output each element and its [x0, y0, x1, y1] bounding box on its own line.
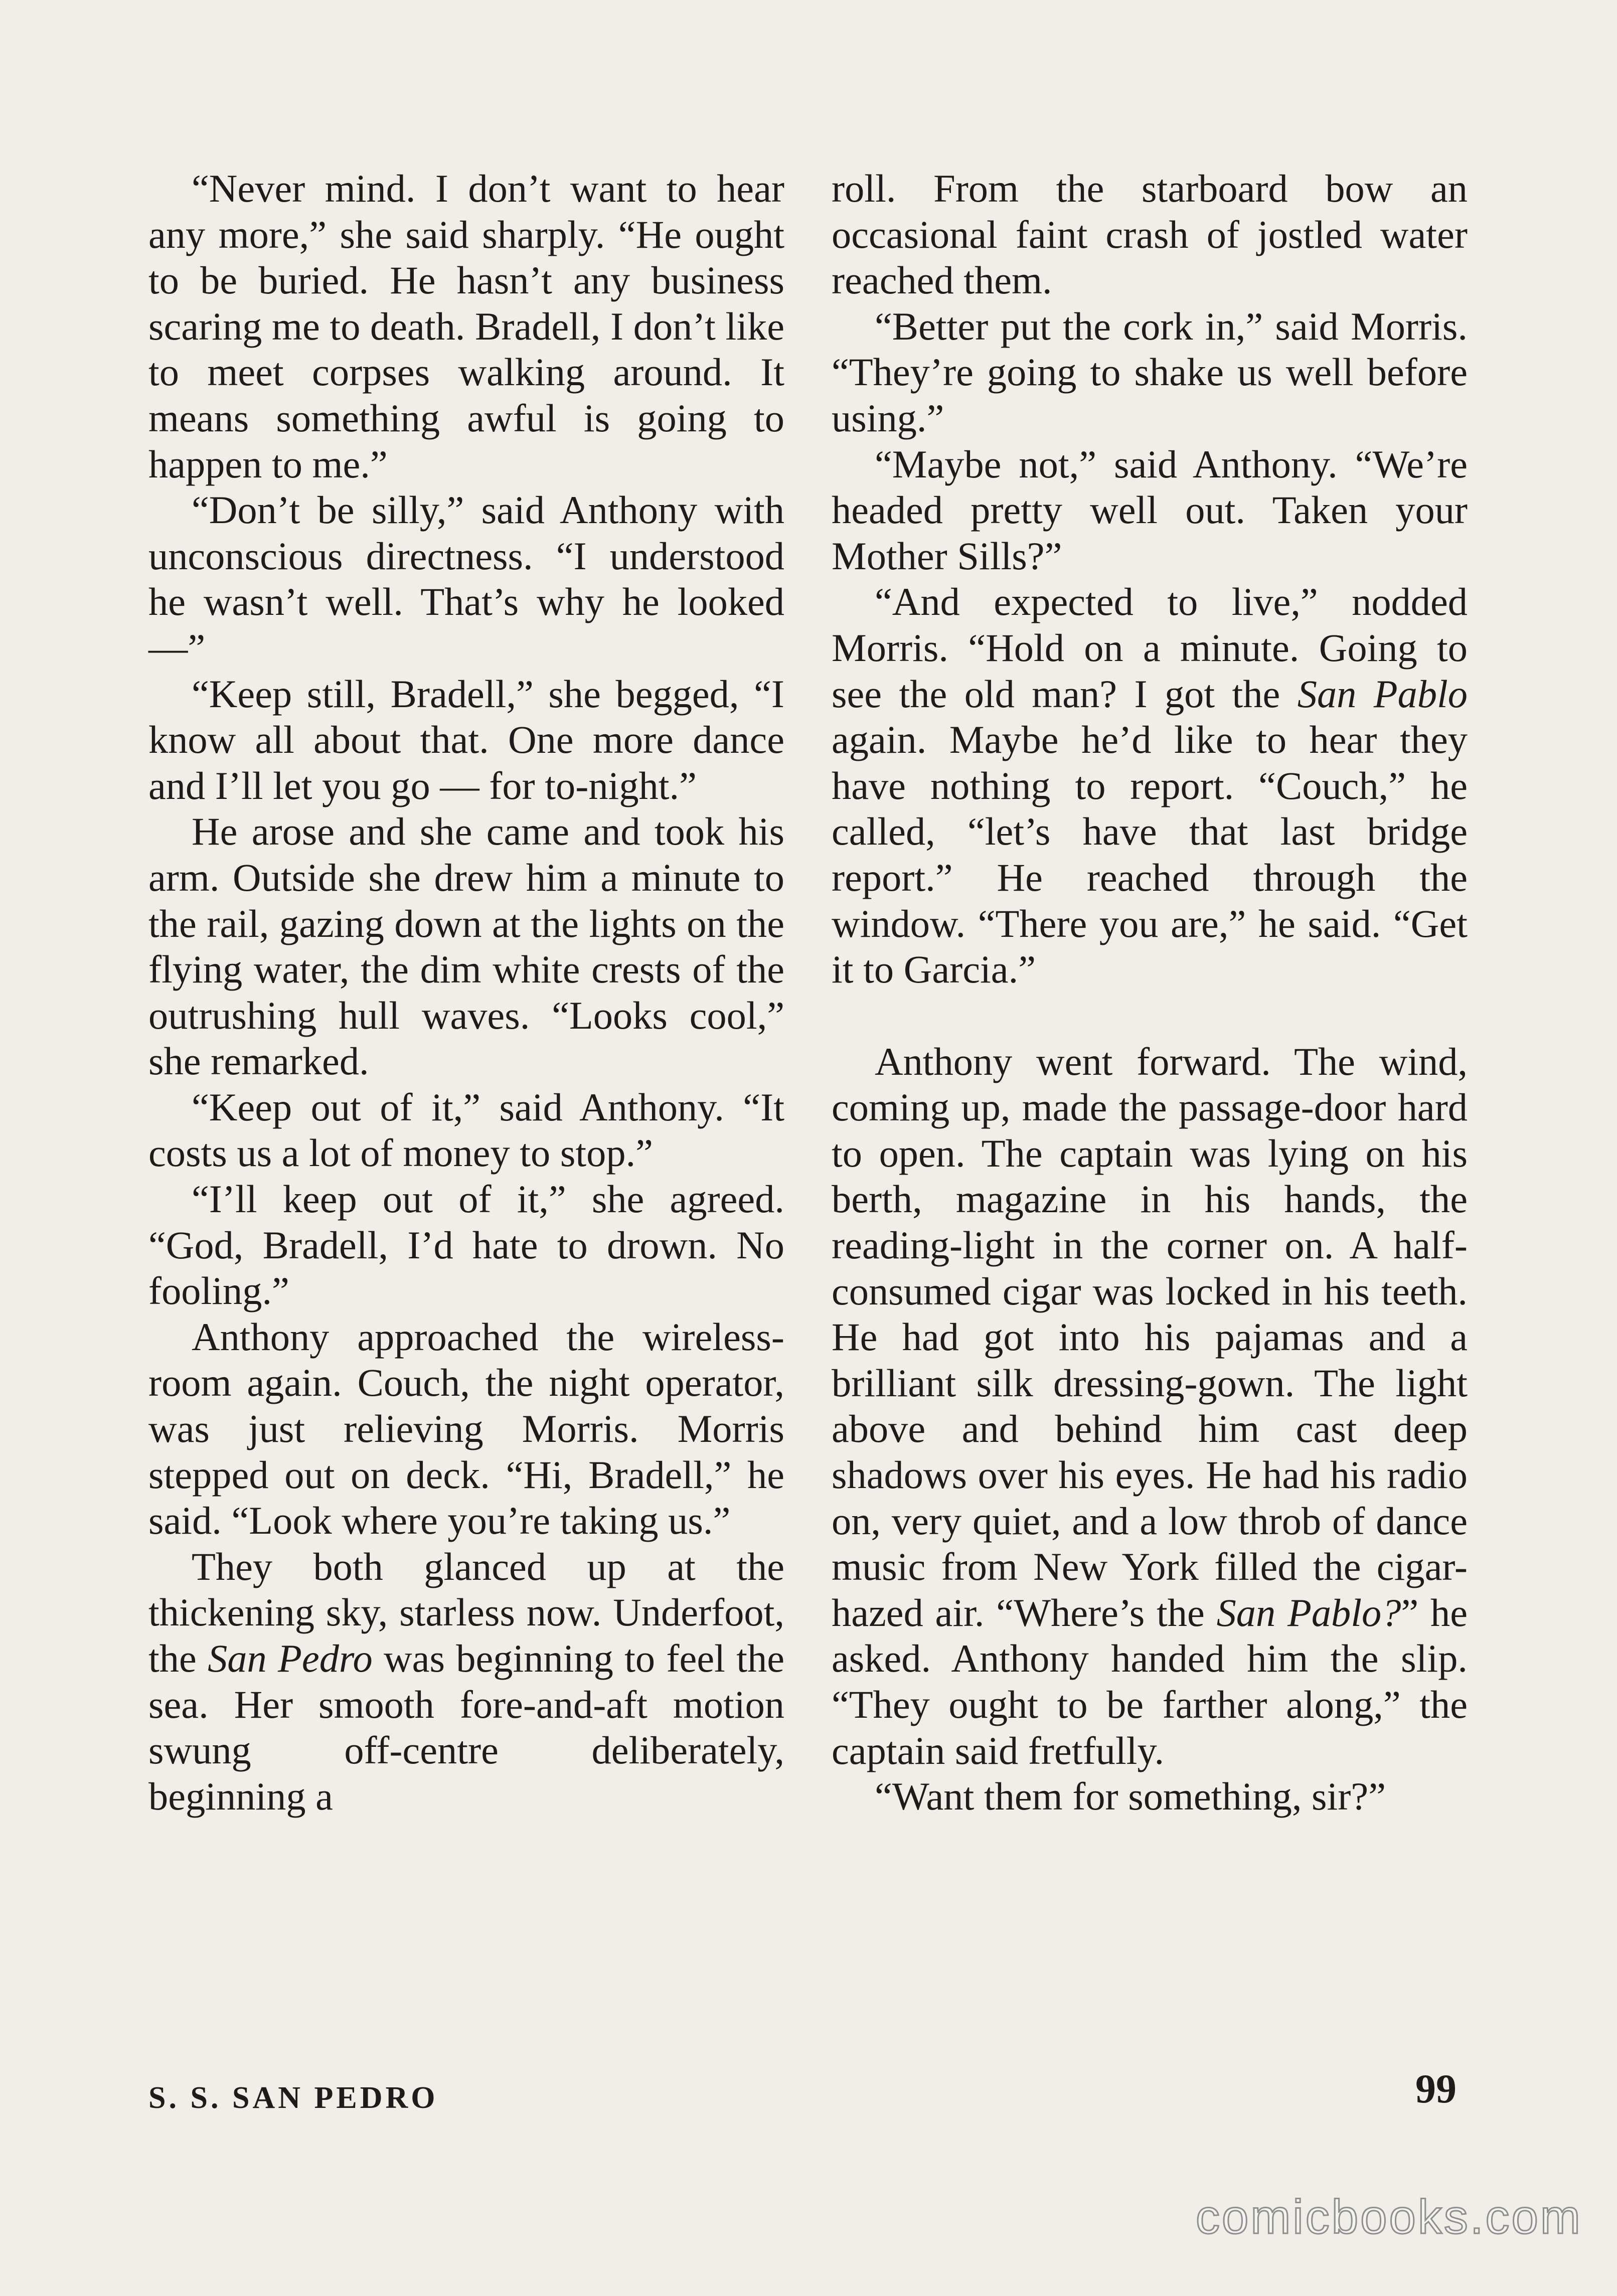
text-span: They both glanced up at the thickening sky, starless now. Underfoot, the: [148, 1544, 784, 1680]
ship-name: San Pablo: [1297, 672, 1468, 716]
paragraph: [832, 1039, 1468, 1774]
paragraph: “Keep out of it,” said Anthony. “It costs us a lot of money to stop.”: [148, 1085, 784, 1175]
text-span: ” he asked. Anthony handed him the slip. “They ought to be farther along,” the captain said fretfully.: [832, 1590, 1468, 1772]
paragraph: “Don’t be silly,” said Anthony with unconscious directness. “I understood he wasn’t well. That’s why he looked —”: [148, 488, 784, 670]
text-span: Anthony went forward. The wind, coming up, made the passage-door hard to open. The captain was lying on his berth, magazine in his hands, the reading-light in the corner on. A half-consumed cigar was locked in his teeth. He had got into his pajamas and a brilliant silk dressing-gown. The light above and behind him cast deep shadows over his eyes. He had his radio on, very quiet, and a low throb of dance music from New York filled the cigar-hazed air. “Where’s the: [832, 1039, 1468, 1634]
running-footer-title: S. S. SAN PEDRO: [148, 2081, 438, 2115]
paragraph-continued: roll. From the starboard bow an occasional faint crash of jostled water reached them.: [832, 167, 1468, 302]
page-number: 99: [1415, 2066, 1457, 2111]
paragraph: [148, 1544, 784, 1820]
paragraph: [832, 579, 1468, 992]
paragraph: He arose and she came and took his arm. Outside she drew him a minute to the rail, gazing down at the lights on the flying water, the dim white crests of the outrushing hull waves. “Looks cool,” she remarked.: [148, 809, 784, 1083]
paragraph: “Maybe not,” said Anthony. “We’re headed pretty well out. Taken your Mother Sills?”: [832, 442, 1468, 578]
paragraph: “I’ll keep out of it,” she agreed. “God, Bradell, I’d hate to drown. No fooling.”: [148, 1177, 784, 1313]
ship-name: San Pablo?: [1216, 1590, 1401, 1634]
text-span: “And expected to live,” nodded Morris. “Hold on a minute. Going to see the old man? I got the: [832, 580, 1468, 716]
paragraph: Anthony approached the wireless-room again. Couch, the night operator, was just relieving Morris. Morris stepped out on deck. “Hi, Bradell,” he said. “Look where you’re taking us.”: [148, 1315, 784, 1543]
ship-name: San Pedro: [208, 1636, 373, 1680]
paragraph: “Keep still, Bradell,” she begged, “I know all about that. One more dance and I’ll let you go — for to-night.”: [148, 672, 784, 807]
left-text-column: [148, 166, 784, 1819]
paragraph: “Never mind. I don’t want to hear any more,” she said sharply. “He ought to be buried. He hasn’t any business scaring me to death. Bradell, I don’t like to meet corpses walking around. It means something awful is going to happen to me.”: [148, 167, 784, 486]
paragraph: “Want them for something, sir?”: [875, 1774, 1386, 1819]
text-span: again. Maybe he’d like to hear they have nothing to report. “Couch,” he called, “let’s have that last bridge report.” He reached through the window. “There you are,” he said. “Get it to Garcia.”: [832, 718, 1468, 992]
right-text-column: [832, 166, 1468, 1820]
text-span: was beginning to feel the sea. Her smooth fore-and-aft motion swung off-centre deliberately, beginning a: [148, 1636, 785, 1818]
paragraph: “Better put the cork in,” said Morris. “They’re going to shake us well before using.”: [832, 304, 1468, 440]
watermark-logo: comicbooks.com: [1196, 2190, 1582, 2244]
